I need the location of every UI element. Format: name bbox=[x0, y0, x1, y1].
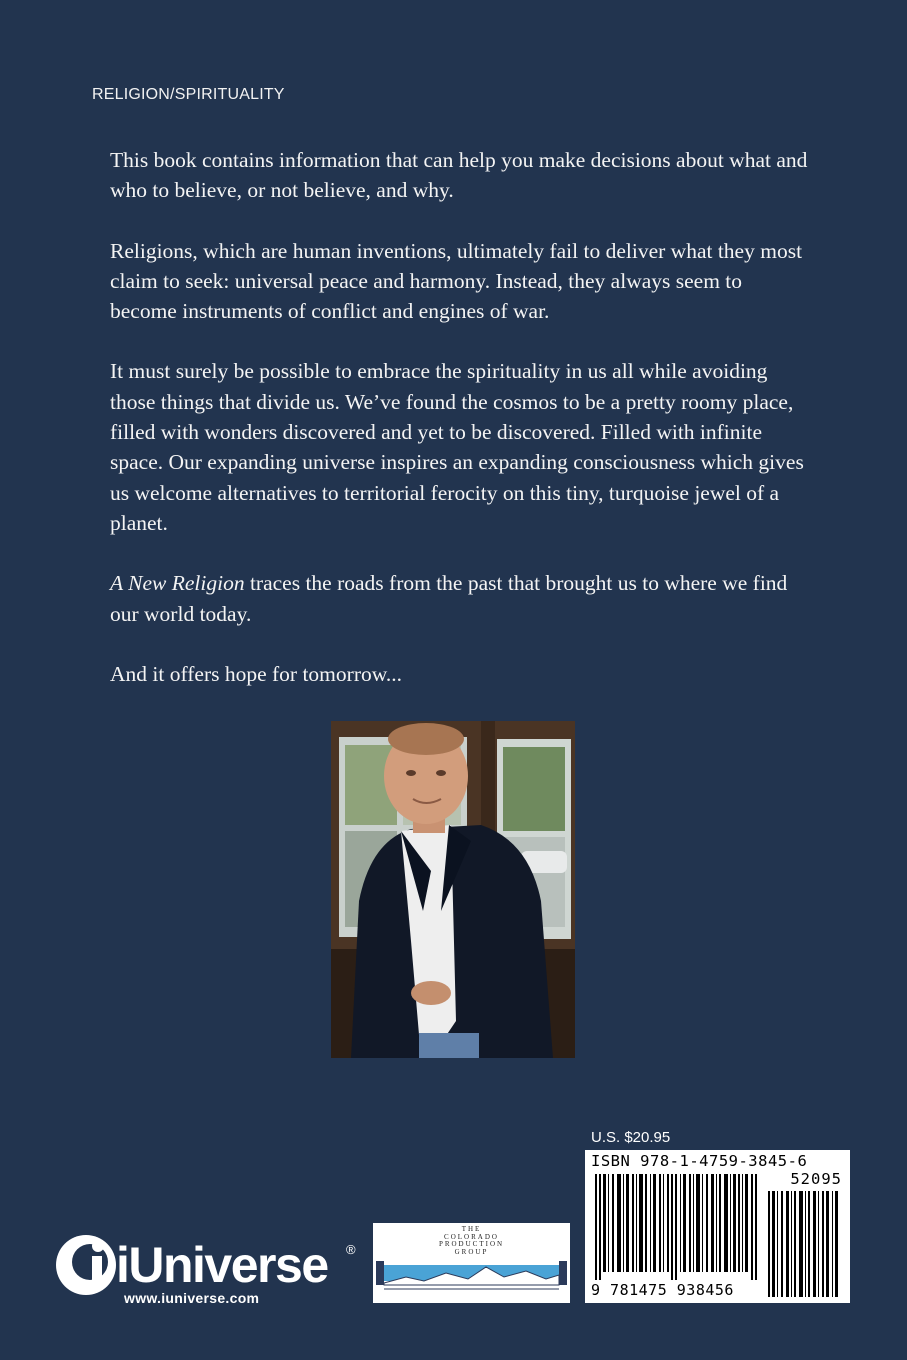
ean-digits: 9 781475 938456 bbox=[591, 1281, 734, 1299]
iuniverse-wordmark: iUniverse bbox=[116, 1237, 328, 1293]
book-title: A New Religion bbox=[110, 571, 245, 596]
author-photo-illustration bbox=[331, 721, 575, 1058]
mountain-bar-graphic bbox=[376, 1259, 567, 1299]
price-addon-bars-group bbox=[768, 1191, 838, 1297]
isbn-barcode bbox=[585, 1150, 850, 1303]
blurb-paragraph-2: Religions, which are human inventions, ultimately fail to deliver what they most claim to seek: universal peace and harmony. Instead, they always seem to become instruments of conflict and engines of war. bbox=[110, 238, 803, 324]
blurb-paragraph-1: This book contains information that can help you make decisions about what and who to believe, or not believe, and why. bbox=[110, 148, 808, 203]
production-logo-text bbox=[373, 1226, 570, 1256]
iuniverse-logo bbox=[54, 1232, 364, 1307]
author-photo bbox=[331, 721, 575, 1058]
blurb-paragraph-4 bbox=[110, 568, 810, 629]
production-logo-line-1: THE bbox=[461, 1225, 482, 1233]
price-code: 52095 bbox=[790, 1170, 842, 1188]
category-label: RELIGION/SPIRITUALITY bbox=[92, 86, 285, 103]
barcode-bars bbox=[593, 1174, 761, 1280]
price-addon-bars bbox=[766, 1191, 842, 1297]
colorado-production-group-logo bbox=[373, 1223, 570, 1303]
production-logo-line-2: COLORADO bbox=[444, 1232, 499, 1241]
blurb-paragraph-5: And it offers hope for tomorrow... bbox=[110, 661, 402, 686]
barcode-bars-group bbox=[595, 1174, 757, 1280]
publisher-url: www.iuniverse.com bbox=[124, 1290, 260, 1306]
price-label: U.S. $20.95 bbox=[591, 1129, 671, 1146]
registered-mark: ® bbox=[346, 1242, 356, 1257]
production-logo-line-4: GROUP bbox=[454, 1247, 489, 1256]
iuniverse-swirl-icon bbox=[54, 1232, 124, 1298]
isbn-number: ISBN 978-1-4759-3845-6 bbox=[591, 1152, 808, 1170]
back-cover-blurb bbox=[110, 145, 810, 719]
production-logo-line-3: PRODUCTION bbox=[438, 1240, 505, 1249]
blurb-paragraph-4-rest: traces the roads from the past that brought us to where we find our world today. bbox=[110, 571, 788, 626]
blurb-paragraph-3: It must surely be possible to embrace the spirituality in us all while avoiding those things that divide us. We’ve found the cosmos to be a pretty roomy place, filled with wonders discovered and yet to be discovered. Filled with infinite space. Our expanding universe inspires an expanding consciousness which gives us welcome alternatives to territorial ferocity on this tiny, turquoise jewel of a planet. bbox=[110, 359, 804, 535]
